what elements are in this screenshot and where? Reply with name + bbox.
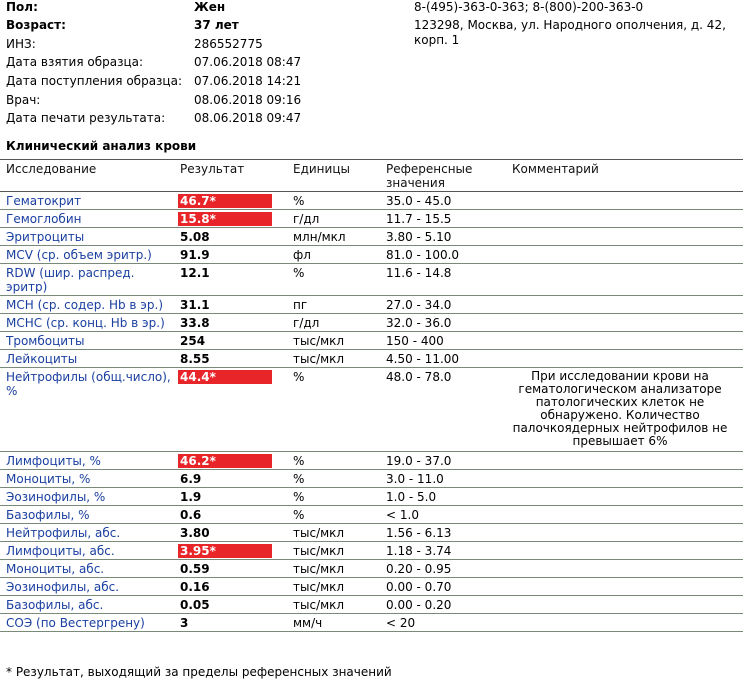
reference-range: 19.0 - 37.0 [386,454,452,468]
table-row [0,560,743,578]
col-reference-line2: значения [386,176,445,190]
test-name[interactable]: MCHC (ср. конц. Hb в эр.) [6,316,165,330]
reference-range: 0.00 - 0.20 [386,598,452,612]
reference-range: 1.0 - 5.0 [386,490,437,504]
test-name[interactable]: Эозинофилы, абс. [6,580,120,594]
printed-value: 08.06.2018 09:47 [194,111,302,125]
footnote: * Результат, выходящий за пределы референсных значений [6,665,392,679]
units: фл [293,248,311,262]
result-value: 6.9 [180,472,202,486]
doctor-value: 08.06.2018 09:16 [194,93,302,107]
table-row [0,470,743,488]
table-row [0,350,743,368]
result-value-flagged: 15.8* [178,212,272,226]
inz-label: ИНЗ: [6,37,36,51]
units: тыс/мкл [293,334,345,348]
sample-received-label: Дата поступления образца: [6,74,182,88]
reference-range: 11.7 - 15.5 [386,212,452,226]
table-row [0,506,743,524]
reference-range: 1.56 - 6.13 [386,526,452,540]
table-row [0,368,743,452]
col-result: Результат [180,162,245,176]
result-value: 0.05 [180,598,210,612]
result-value: 91.9 [180,248,210,262]
result-value-flagged: 46.7* [178,194,272,208]
reference-range: 11.6 - 14.8 [386,266,452,280]
test-name[interactable]: Лимфоциты, абс. [6,544,115,558]
units: % [293,508,305,522]
test-name[interactable]: Лейкоциты [6,352,78,366]
result-value: 12.1 [180,266,210,280]
units: тыс/мкл [293,562,345,576]
age-label: Возраст: [6,18,66,32]
test-name[interactable]: Нейтрофилы, абс. [6,526,121,540]
test-name[interactable]: Моноциты, % [6,472,91,486]
test-name[interactable]: RDW (шир. распред. эритр) [6,266,135,294]
units: тыс/мкл [293,526,345,540]
reference-range: 4.50 - 11.00 [386,352,460,366]
units: % [293,370,305,384]
result-value: 0.6 [180,508,202,522]
reference-range: 0.20 - 0.95 [386,562,452,576]
table-row [0,452,743,470]
units: % [293,472,305,486]
result-value: 254 [180,334,206,348]
reference-range: 81.0 - 100.0 [386,248,460,262]
units: тыс/мкл [293,598,345,612]
result-value-flagged: 3.95* [178,544,272,558]
age-value: 37 лет [194,18,239,32]
lab-address-line1: 123298, Москва, ул. Народного ополчения, д. 42, [414,18,726,32]
table-row [0,332,743,350]
col-test: Исследование [6,162,97,176]
test-name[interactable]: Эозинофилы, % [6,490,106,504]
table-row [0,228,743,246]
result-value: 0.59 [180,562,210,576]
sample-taken-value: 07.06.2018 08:47 [194,55,302,69]
table-row [0,192,743,210]
result-value: 31.1 [180,298,210,312]
sex-label: Пол: [6,0,38,14]
table-row [0,210,743,228]
reference-range: 3.0 - 11.0 [386,472,444,486]
units: % [293,490,305,504]
inz-value: 286552775 [194,37,263,51]
sample-received-value: 07.06.2018 14:21 [194,74,302,88]
reference-range: 27.0 - 34.0 [386,298,452,312]
reference-range: 48.0 - 78.0 [386,370,452,384]
test-name[interactable]: Гемоглобин [6,212,82,226]
reference-range: 150 - 400 [386,334,444,348]
col-reference-line1: Референсные [386,162,473,176]
result-value-flagged: 46.2* [178,454,272,468]
doctor-label: Врач: [6,93,41,107]
test-name[interactable]: Нейтрофилы (общ.число), % [6,370,171,398]
result-value: 3.80 [180,526,210,540]
table-row [0,314,743,332]
units: тыс/мкл [293,580,345,594]
units: пг [293,298,308,312]
table-row [0,524,743,542]
sample-taken-label: Дата взятия образца: [6,55,144,69]
table-row [0,264,743,296]
sex-value: Жен [194,0,226,14]
reference-range: 32.0 - 36.0 [386,316,452,330]
reference-range: 0.00 - 0.70 [386,580,452,594]
test-name[interactable]: Моноциты, абс. [6,562,105,576]
result-value: 33.8 [180,316,210,330]
result-value: 0.16 [180,580,210,594]
units: г/дл [293,316,320,330]
units: % [293,266,305,280]
test-name[interactable]: Тромбоциты [6,334,85,348]
units: тыс/мкл [293,352,345,366]
table-row [0,542,743,560]
table-row [0,578,743,596]
comment: При исследовании крови на гематологическом анализаторе патологических клеток не обнаружено. Количество палочкоядерных нейтрофилов не превышает 6% [512,369,728,448]
test-name[interactable]: Базофилы, % [6,508,90,522]
table-row [0,246,743,264]
table-row [0,614,743,632]
units: % [293,454,305,468]
reference-range: < 1.0 [386,508,419,522]
result-value: 1.9 [180,490,202,504]
result-value: 5.08 [180,230,210,244]
result-value: 3 [180,616,189,630]
section-title: Клинический анализ крови [6,139,197,153]
table-row [0,488,743,506]
col-units: Единицы [293,162,350,176]
printed-label: Дата печати результата: [6,111,166,125]
units: % [293,194,305,208]
reference-range: < 20 [386,616,416,630]
test-name[interactable]: MCV (ср. объем эритр.) [6,248,152,262]
test-name[interactable]: Лимфоциты, % [6,454,101,468]
col-comment: Комментарий [512,162,599,176]
test-name[interactable]: Эритроциты [6,230,85,244]
table-header [0,159,743,192]
units: тыс/мкл [293,544,345,558]
reference-range: 3.80 - 5.10 [386,230,452,244]
reference-range: 35.0 - 45.0 [386,194,452,208]
reference-range: 1.18 - 3.74 [386,544,452,558]
lab-address-line2: корп. 1 [414,33,460,47]
units: мм/ч [293,616,323,630]
units: млн/мкл [293,230,346,244]
table-row [0,596,743,614]
units: г/дл [293,212,320,226]
test-name[interactable]: Гематокрит [6,194,82,208]
test-name[interactable]: СОЭ (по Вестергрену) [6,616,145,630]
test-name[interactable]: MCH (ср. содер. Hb в эр.) [6,298,164,312]
table-row [0,296,743,314]
result-value: 8.55 [180,352,210,366]
result-value-flagged: 44.4* [178,370,272,384]
test-name[interactable]: Базофилы, абс. [6,598,104,612]
lab-phones: 8-(495)-363-0-363; 8-(800)-200-363-0 [414,0,644,14]
